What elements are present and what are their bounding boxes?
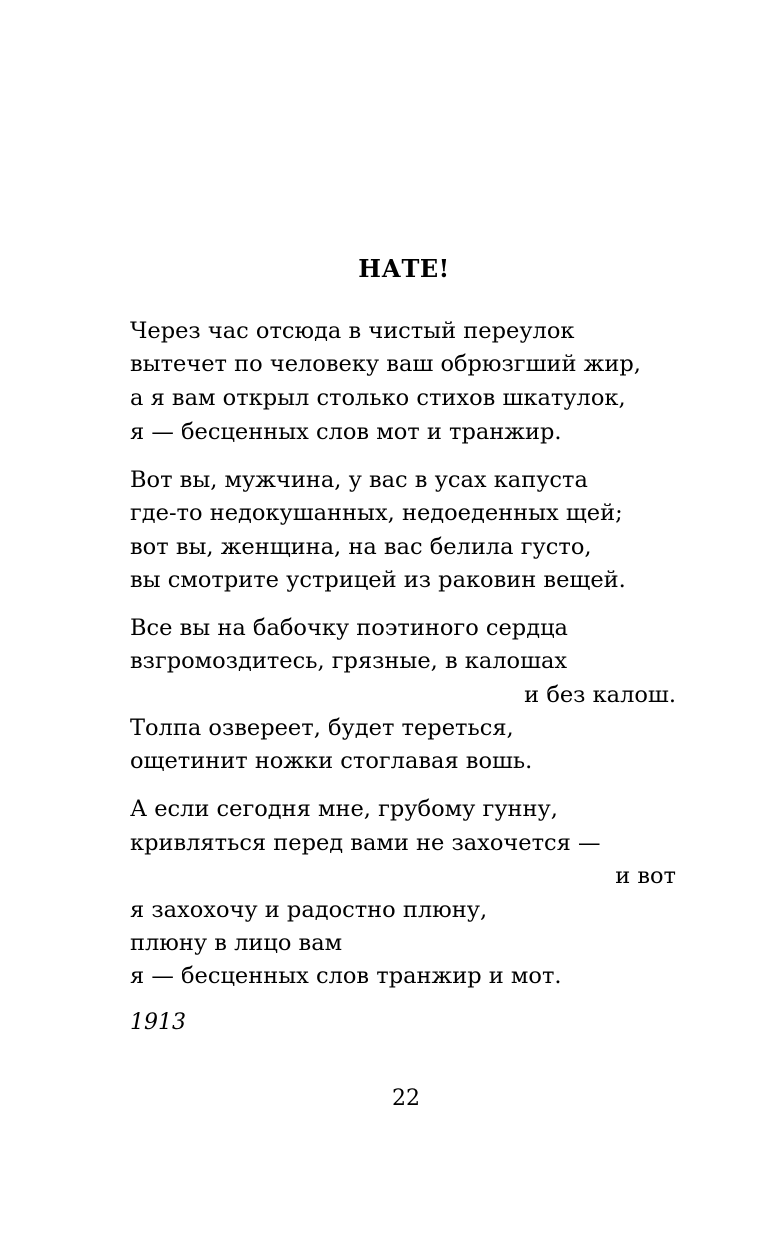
- poem-line: Толпа озвереет, будет тереться,: [130, 715, 514, 741]
- poem-line: вытечет по человеку ваш обрюзгший жир,: [130, 351, 641, 377]
- poem-line: Вот вы, мужчина, у вас в усах капуста: [130, 467, 588, 493]
- poem-line: Все вы на бабочку поэтиного сердца: [130, 615, 568, 641]
- poem-line: плюну в лицо вам: [130, 930, 343, 956]
- poem-line-indented: и без калош.: [524, 682, 676, 708]
- page-number: 22: [392, 1086, 420, 1111]
- poem-line: я — бесценных слов мот и транжир.: [130, 419, 562, 445]
- poem-line: я захохочу и радостно плюну,: [130, 897, 488, 923]
- poem-line: А если сегодня мне, грубому гунну,: [130, 796, 558, 822]
- poem-title: НАТЕ!: [358, 254, 450, 283]
- poem-line: кривляться перед вами не захочется —: [130, 830, 601, 856]
- poem-line: взгромоздитесь, грязные, в калошах: [130, 648, 568, 674]
- poem-line: а я вам открыл столько стихов шкатулок,: [130, 385, 626, 411]
- poem-line: Через час отсюда в чистый переулок: [130, 318, 575, 344]
- poem-line: ощетинит ножки стоглавая вошь.: [130, 748, 533, 774]
- poem-line: вы смотрите устрицей из раковин вещей.: [130, 567, 626, 593]
- poem-line: вот вы, женщина, на вас белила густо,: [130, 534, 592, 560]
- poem-year: 1913: [130, 1010, 186, 1035]
- poem-line-indented: и вот: [615, 863, 676, 889]
- poem-line: где-то недокушанных, недоеденных щей;: [130, 500, 623, 526]
- poem-line: я — бесценных слов транжир и мот.: [130, 963, 562, 989]
